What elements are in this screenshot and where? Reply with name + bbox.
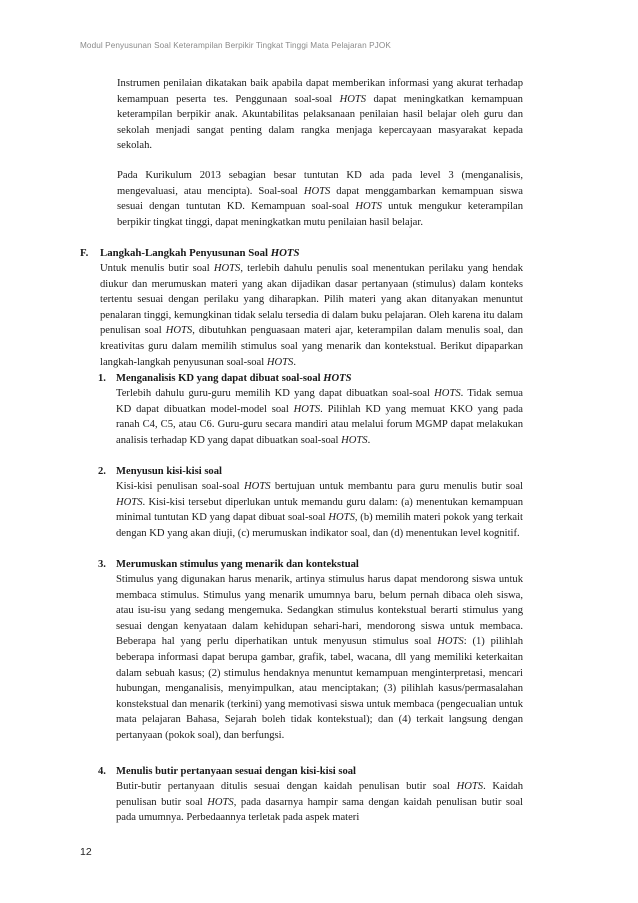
page-number: 12	[80, 846, 92, 858]
step-4-body: Butir-butir pertanyaan ditulis sesuai dengan kaidah penulisan butir soal HOTS. Kaidah penulisan butir soal HOTS, pada dasarnya hampir sama dengan kaidah penulisan butir soal pada umumnya. Perbedaannya terletak pada aspek materi	[116, 781, 523, 824]
step-2-body: Kisi-kisi penulisan soal-soal HOTS bertujuan untuk membantu para guru menulis butir soal HOTS. Kisi-kisi tersebut diperlukan untuk memandu guru dalam: (a) menentukan kemampuan minimal tuntutan KD yang dapat dibuat soal-soal HOTS, (b) memilih materi pokok yang terkait dengan KD yang akan diuji, (c) merumuskan indikator soal, dan (d) menentukan level kognitif.	[116, 481, 523, 539]
step-3-title: Merumuskan stimulus yang menarik dan kontekstual	[116, 559, 359, 570]
section-f-heading	[80, 246, 300, 262]
section-f-body: Untuk menulis butir soal HOTS, terlebih dahulu penulis soal menentukan perilaku yang hendak diukur dan merumuskan materi yang akan dijadikan dasar pertanyaan (stimulus) dalam konteks tertentu sesuai dengan perilaku yang diharapkan. Pilih materi yang akan ditanyakan menuntut penalaran tinggi, kemungkinan tidak selalu tersedia di dalam buku pelajaran. Oleh karena itu dalam penulisan soal HOTS, dibutuhkan penguasaan materi ajar, keterampilan dalam menulis soal, dan kreativitas guru dalam memilih stimulus soal yang menarik dan kontekstual. Berikut dipaparkan langkah-langkah penyusunan soal-soal HOTS.	[100, 263, 523, 368]
step-1-body: Terlebih dahulu guru-guru memilih KD yang dapat dibuatkan soal-soal HOTS. Tidak semua KD dapat dibuatkan model-model soal HOTS. Pilihlah KD yang memuat KKO yang pada ranah C4, C5, atau C6. Guru-guru secara mandiri atau melalui forum MGMP dapat melakukan analisis terhadap KD yang dapat dibuatkan soal-soal HOTS.	[116, 388, 523, 446]
step-4-number: 4.	[98, 766, 106, 777]
step-2-number: 2.	[98, 466, 106, 477]
intro-paragraph-2: Pada Kurikulum 2013 sebagian besar tuntutan KD ada pada level 3 (menganalisis, mengevaluasi, atau mencipta). Soal-soal HOTS dapat menggambarkan kemampuan siswa sesuai dengan tuntutan KD. Kemampuan soal-soal HOTS untuk mengukur keterampilan berpikir tingkat tinggi, dapat meningkatkan mutu penilaian hasil belajar.	[117, 170, 524, 228]
intro-paragraph-1: Instrumen penilaian dikatakan baik apabila dapat memberikan informasi yang akurat terhadap kemampuan peserta tes. Penggunaan soal-soal HOTS dapat meningkatkan kemampuan keterampilan berpikir anak. Akuntabilitas pelaksanaan penilaian hasil belajar oleh guru dan sekolah menjadi sangat penting dalam rangka menjaga kepercayaan masyarakat kepada sekolah.	[117, 78, 523, 152]
step-1-title: Menganalisis KD yang dapat dibuat soal-soal HOTS	[116, 373, 352, 384]
step-3-body: Stimulus yang digunakan harus menarik, artinya stimulus harus dapat mendorong siswa untuk membaca stimulus. Stimulus yang menarik umumnya baru, belum pernah dibaca oleh siswa, atau isu-isu yang sedang mengemuka. Sedangkan stimulus kontekstual berarti stimulus yang sesuai dengan kenyataan dalam kehidupan sehari-hari, mendorong siswa untuk membaca. Beberapa hal yang perlu diperhatikan untuk menyusun stimulus soal HOTS: (1) pilihlah beberapa informasi dapat berupa gambar, grafik, tabel, wacana, dll yang memiliki keterkaitan dalam sebuah kasus; (2) stimulus hendaknya menuntut kemampuan menginterpretasi, mencari hubungan, menganalisis, menyimpulkan, atau menciptakan; (3) pilihlah kasus/permasalahan konstekstual dan menarik (terkini) yang memotivasi siswa untuk membaca (pengecualian untuk mata pelajaran Bahasa, Sejarah boleh tidak kontekstual); dan (4) terkait langsung dengan pertanyaan (pokok soal), dan berfungsi.	[116, 574, 523, 741]
step-3-number: 3.	[98, 559, 106, 570]
step-4-title: Menulis butir pertanyaan sesuai dengan kisi-kisi soal	[116, 766, 356, 777]
step-2-title: Menyusun kisi-kisi soal	[116, 466, 222, 477]
section-f-letter: F.	[80, 247, 89, 259]
section-f-title: Langkah-Langkah Penyusunan Soal HOTS	[100, 247, 300, 259]
step-1-number: 1.	[98, 373, 106, 384]
running-header: Modul Penyusunan Soal Keterampilan Berpikir Tingkat Tinggi Mata Pelajaran PJOK	[80, 41, 391, 50]
